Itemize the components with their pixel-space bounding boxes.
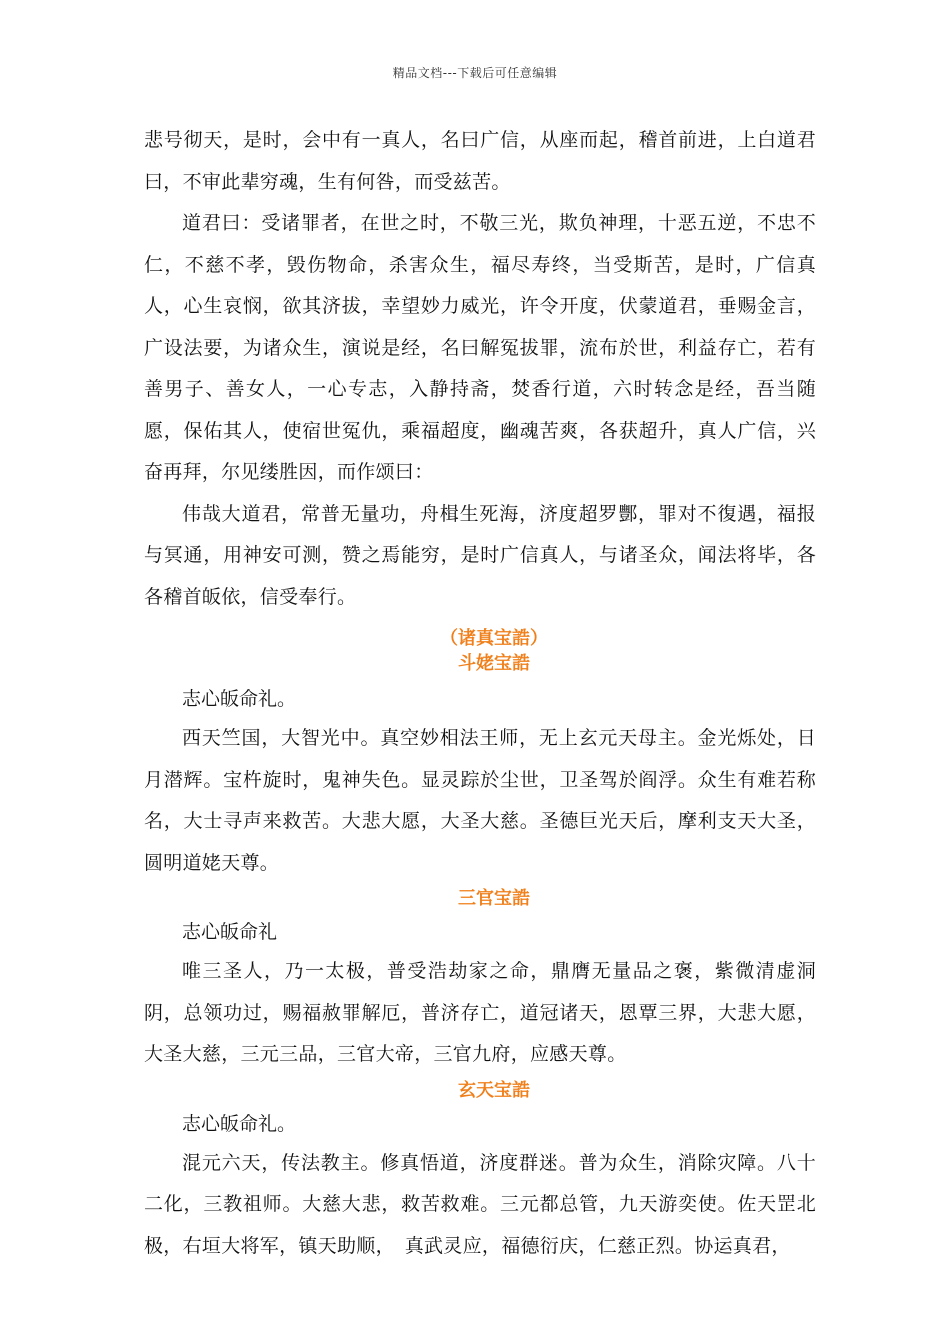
salutation: 志心皈命礼。 bbox=[182, 688, 297, 710]
section-title: 斗姥宝誥 bbox=[458, 653, 530, 674]
section-doumu bbox=[144, 626, 816, 676]
salutation: 志心皈命礼。 bbox=[182, 1112, 297, 1135]
page-header: 精品文档---下载后可任意编辑 bbox=[392, 66, 558, 80]
section-body: 混元六天，传法教主。修真悟道，济度群迷。普为众生，消除灾障。八十二化，三教祖师。大慈大悲，救苦救难。三元都总管，九天游奕使。佐天罡北极，右垣大将军，镇天助顺， 真武灵应，福德衍庆，仁慈正烈。协运真君， bbox=[144, 1151, 816, 1257]
section-title: 三官宝誥 bbox=[458, 888, 530, 909]
section-body: 唯三圣人，乃一太极，普受浩劫家之命，鼎膺无量品之褒，紫微清虚洞阴，总领功过，赐福赦罪解厄，普济存亡，道冠诸天，恩覃三界，大悲大愿，大圣大慈，三元三品，三官大帝，三官九府，应感天尊。 bbox=[144, 960, 816, 1065]
section-title: 玄天宝誥 bbox=[458, 1079, 530, 1101]
collection-subtitle: （诸真宝誥） bbox=[440, 628, 548, 649]
section-xuantian bbox=[144, 1078, 816, 1103]
section-body: 西天竺国，大智光中。真空妙相法王师，无上玄元天母主。金光烁处，日月潜辉。宝杵旋时，鬼神失色。显灵踪於尘世，卫圣驾於阎浮。众生有难若称名，大士寻声来救苦。大悲大愿，大圣大慈。圣德巨光天后，摩利支天大圣，圆明道姥天尊。 bbox=[144, 727, 816, 874]
paragraph-daojun: 道君曰：受诸罪者，在世之时，不敬三光，欺负神理，十恶五逆，不忠不仁，不慈不孝，毁伤物命，杀害众生，福尽寿终，当受斯苦，是时，广信真人，心生哀悯，欲其济拔，幸望妙力威光，许令开度，伏蒙道君，垂赐金言，广设法要，为诸众生，演说是经，名曰解冤拔罪，流布於世，利益存亡，若有善男子、善女人，一心专志，入静持斋，焚香行道，六时转念是经，吾当随愿，保佑其人，使宿世冤仇，乘福超度，幽魂苦爽，各获超升，真人广信，兴奋再拜，尔见缕胜因，而作颂曰： bbox=[144, 212, 816, 483]
paragraph-continuation: 悲号彻天，是时，会中有一真人，名曰广信，从座而起，稽首前进，上白道君曰，不审此辈穷魂，生有何咎，而受兹苦。 bbox=[144, 129, 816, 193]
salutation: 志心皈命礼 bbox=[182, 921, 278, 943]
section-sanguan bbox=[144, 886, 816, 911]
document-body bbox=[144, 120, 816, 1267]
paragraph-verse: 伟哉大道君，常普无量功，舟楫生死海，济度超罗酆，罪对不復遇，福报与冥通，用神安可测，赞之焉能穷，是时广信真人，与诸圣众，闻法将毕，各各稽首皈依，信受奉行。 bbox=[144, 502, 816, 608]
